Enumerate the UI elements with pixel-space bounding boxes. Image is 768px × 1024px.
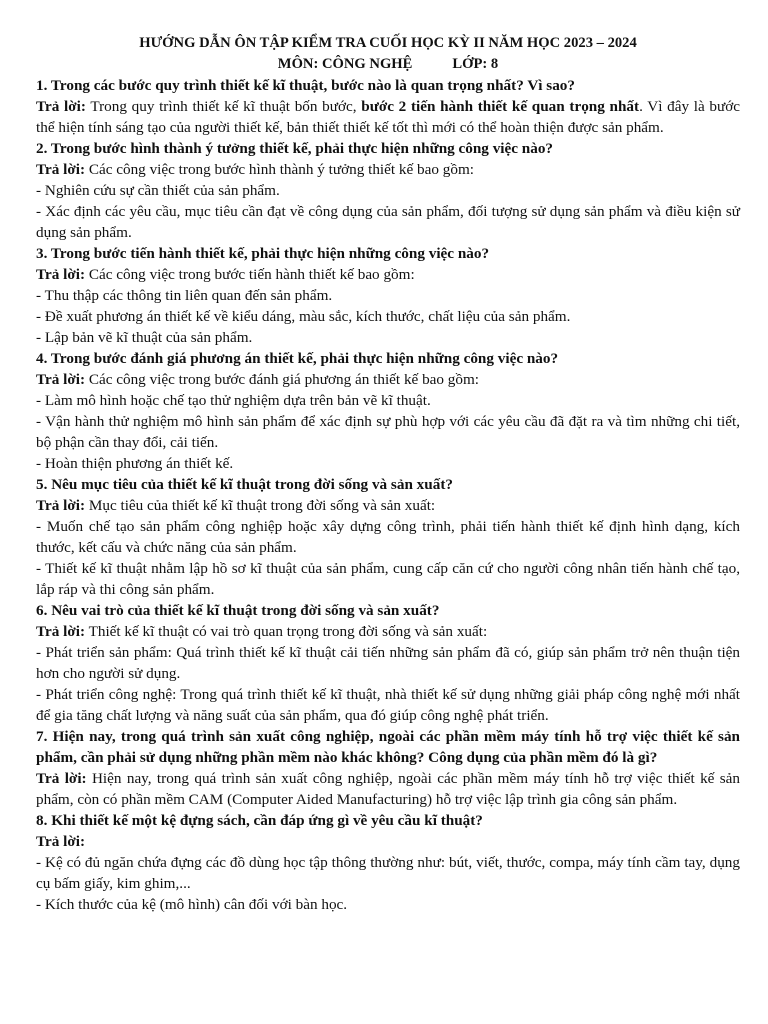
document-subtitle	[36, 54, 740, 75]
answer-1	[36, 96, 740, 138]
list-item: - Thiết kế kĩ thuật nhằm lập hồ sơ kĩ thuật của sản phẩm, cung cấp căn cứ cho người công nhân tiến hành chế tạo, lắp ráp và thi công sản phẩm.	[36, 560, 740, 598]
subject-label: MÔN: CÔNG NGHỆ	[277, 56, 413, 72]
answer-label: Trả lời:	[36, 497, 86, 514]
list-item: - Lập bản vẽ kĩ thuật của sản phẩm.	[36, 329, 253, 346]
list-item: - Xác định các yêu cầu, mục tiêu cần đạt về công dụng của sản phẩm, đối tượng sử dụng sản phẩm và điều kiện sử dụng sản phẩm.	[36, 203, 740, 241]
list-item: - Đề xuất phương án thiết kế về kiểu dáng, màu sắc, kích thước, chất liệu của sản phẩm.	[36, 308, 571, 325]
list-item: - Hoàn thiện phương án thiết kế.	[36, 455, 234, 472]
list-item: - Nghiên cứu sự cần thiết của sản phẩm.	[36, 182, 280, 199]
question-4: 4. Trong bước đánh giá phương án thiết kế, phải thực hiện những công việc nào?	[36, 350, 559, 367]
question-6: 6. Nêu vai trò của thiết kế kĩ thuật trong đời sống và sản xuất?	[36, 602, 440, 619]
question-8: 8. Khi thiết kế một kệ đựng sách, cần đáp ứng gì về yêu cầu kĩ thuật?	[36, 812, 483, 829]
answer-label: Trả lời:	[36, 623, 86, 640]
list-item: - Phát triển công nghệ: Trong quá trình thiết kế kĩ thuật, nhà thiết kế sử dụng những giải pháp công nghệ mới nhất để gia tăng chất lượng và năng suất của sản phẩm, qua đó giúp công nghệ phát triển.	[36, 686, 740, 724]
answer-label: Trả lời:	[36, 371, 86, 388]
question-2: 2. Trong bước hình thành ý tưởng thiết kế, phải thực hiện những công việc nào?	[36, 140, 554, 157]
answer-4	[36, 369, 740, 390]
answer-3-text: Các công việc trong bước tiến hành thiết kế bao gồm:	[88, 266, 415, 283]
answer-7-text: Hiện nay, trong quá trình sản xuất công nghiệp, ngoài các phần mềm máy tính hỗ trợ việc thiết kế sản phẩm, còn có phần mềm CAM (Computer Aided Manufacturing) hỗ trợ việc lập trình gia công sản phẩm.	[36, 770, 741, 808]
list-item: - Vận hành thử nghiệm mô hình sản phẩm để xác định sự phù hợp với các yêu cầu đã đặt ra và tìm những chi tiết, bộ phận cần thay đổi, cải tiến.	[36, 413, 740, 451]
answer-8	[36, 831, 740, 852]
list-item: - Phát triển sản phẩm: Quá trình thiết kế kĩ thuật cải tiến những sản phẩm đã có, giúp sản phẩm trở nên thuận tiện hơn cho người sử dụng.	[36, 644, 740, 682]
answer-2	[36, 159, 740, 180]
list-item: - Kích thước của kệ (mô hình) cân đối với bàn học.	[36, 896, 348, 913]
list-item: - Thu thập các thông tin liên quan đến sản phẩm.	[36, 287, 333, 304]
answer-6-text: Thiết kế kĩ thuật có vai trò quan trọng trong đời sống và sản xuất:	[88, 623, 488, 640]
answer-label: Trả lời:	[36, 266, 86, 283]
answer-label: Trả lời:	[36, 833, 86, 850]
answer-6	[36, 621, 740, 642]
answer-label: Trả lời:	[36, 161, 86, 178]
answer-1-highlight: bước 2 tiến hành thiết kế quan trọng nhất	[361, 98, 640, 115]
question-1: 1. Trong các bước quy trình thiết kế kĩ thuật, bước nào là quan trọng nhất? Vì sao?	[36, 77, 575, 94]
question-3: 3. Trong bước tiến hành thiết kế, phải thực hiện những công việc nào?	[36, 245, 490, 262]
grade-label: LỚP: 8	[452, 56, 499, 72]
answer-2-text: Các công việc trong bước hình thành ý tưởng thiết kế bao gồm:	[88, 161, 474, 178]
answer-5	[36, 495, 740, 516]
document-title: HƯỚNG DẪN ÔN TẬP KIỂM TRA CUỐI HỌC KỲ II NĂM HỌC 2023 – 2024	[139, 35, 637, 51]
answer-1-post: . Vì đây là bước thể hiện tính sáng tạo của người thiết kế, bản thiết thiết kế tốt thì mới có thể hoàn thiện được sản phẩm.	[36, 98, 741, 136]
answer-5-text: Mục tiêu của thiết kế kĩ thuật trong đời sống và sản xuất:	[88, 497, 436, 514]
question-7: 7. Hiện nay, trong quá trình sản xuất công nghiệp, ngoài các phần mềm máy tính hỗ trợ việc thiết kế sản phẩm, cần phải sử dụng những phần mềm nào khác không? Công dụng của phần mềm đó là gì?	[36, 728, 740, 766]
answer-3	[36, 264, 740, 285]
list-item: - Muốn chế tạo sản phẩm công nghiệp hoặc xây dựng công trình, phải tiến hành thiết kế định hình dạng, kích thước, kết cấu và chức năng của sản phẩm.	[36, 518, 740, 556]
question-5: 5. Nêu mục tiêu của thiết kế kĩ thuật trong đời sống và sản xuất?	[36, 476, 453, 493]
list-item: - Kệ có đủ ngăn chứa đựng các đồ dùng học tập thông thường như: bút, viết, thước, compa, máy tính cầm tay, dụng cụ bấm giấy, kim ghim,...	[36, 854, 740, 892]
answer-4-text: Các công việc trong bước đánh giá phương án thiết kế bao gồm:	[88, 371, 480, 388]
answer-label: Trả lời:	[36, 770, 87, 787]
answer-label: Trả lời:	[36, 98, 86, 115]
list-item: - Làm mô hình hoặc chế tạo thử nghiệm dựa trên bản vẽ kĩ thuật.	[36, 392, 431, 409]
answer-1-pre: Trong quy trình thiết kế kĩ thuật bốn bước,	[90, 98, 362, 115]
answer-7	[36, 768, 740, 810]
